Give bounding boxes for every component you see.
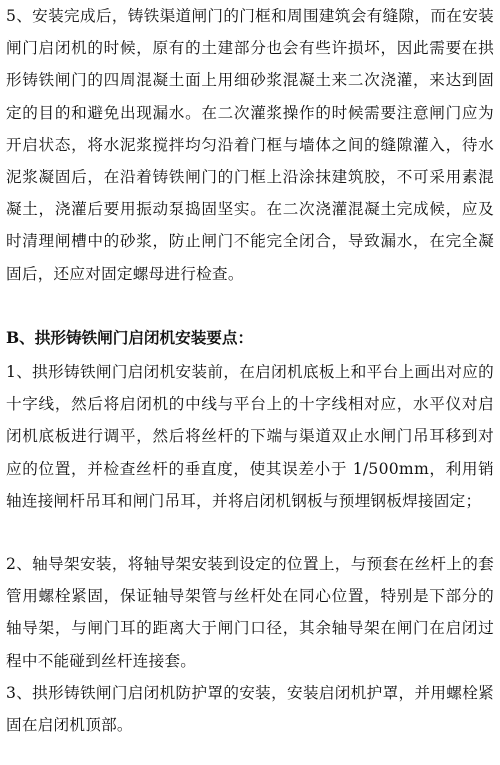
section-heading-b: B、拱形铸铁闸门启闭机安装要点： bbox=[6, 328, 254, 347]
paragraph-item-1: 1、拱形铸铁闸门启闭机安装前，在启闭机底板上和平台上画出对应的十字线，然后将启闭机的中线与平台上的十字线相对应，水平仪对启闭机底板进行调平，然后将丝杆的下端与渠道双止水闸门吊耳移到对应的位置，并检查丝杆的垂直度，使其误差小于 1/500mm，利用销轴连接闸杆吊耳和闸门吊耳，并将启闭机钢板与预埋钢板焊接固定； bbox=[6, 363, 494, 510]
paragraph-item-5: 5、安装完成后，铸铁渠道闸门的门框和周围建筑会有缝隙，而在安装闸门启闭机的时候，原有的土建部分也会有些许损坏，因此需要在拱形铸铁闸门的四周混凝土面上用细砂浆混凝土来二次浇灌，来达到固定的目的和避免出现漏水。在二次灌浆操作的时候需要注意闸门应为开启状态，将水泥浆搅拌均匀沿着门框与墙体之间的缝隙灌入，待水泥浆凝固后，在沿着铸铁闸门的门框上沿涂抹建筑胶，不可采用素混凝土，浇灌后要用振动泵捣固坚实。在二次浇灌混凝土完成候，应及时清理闸槽中的砂浆，防止闸门不能完全闭合，导致漏水，在完全凝固后，还应对固定螺母进行检查。 bbox=[6, 7, 494, 283]
paragraph-item-2: 2、轴导架安装，将轴导架安装到设定的位置上，与预套在丝杆上的套管用螺栓紧固，保证轴导架管与丝杆处在同心位置，特别是下部分的轴导架，与闸门耳的距离大于闸门口径，其余轴导架在闸门在启闭过程中不能碰到丝杆连接套。 bbox=[6, 555, 494, 670]
paragraph-item-3: 3、拱形铸铁闸门启闭机防护罩的安装，安装启闭机护罩，并用螺栓紧固在启闭机顶部。 bbox=[6, 684, 494, 735]
